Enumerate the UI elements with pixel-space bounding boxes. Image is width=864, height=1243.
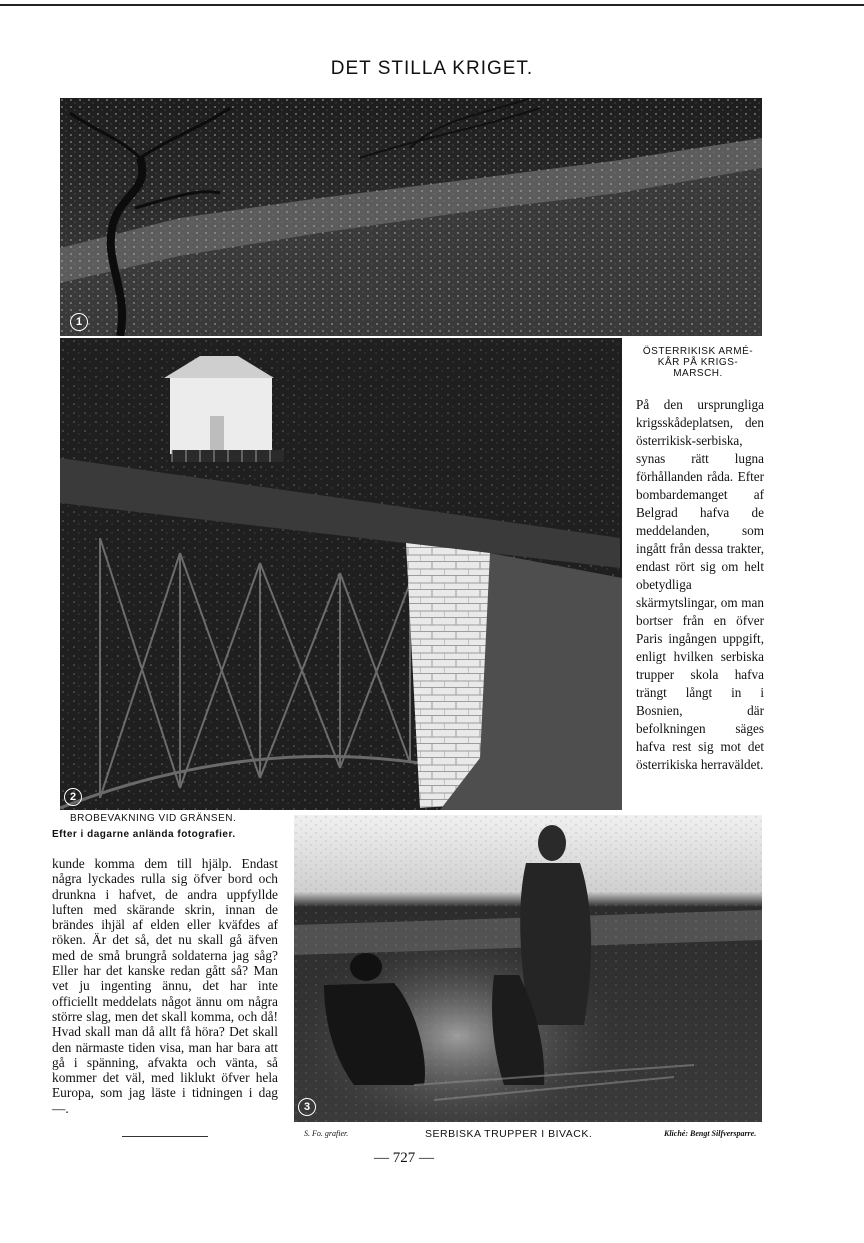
bivouac-caption-title: SERBISKA TRUPPER I BIVACK. bbox=[425, 1128, 593, 1140]
photo-credit-right: Kliché: Bengt Silfversparre. bbox=[664, 1129, 757, 1138]
end-rule bbox=[122, 1136, 208, 1137]
army-march-caption-title bbox=[630, 346, 766, 379]
photo-number-2: 2 bbox=[64, 788, 82, 806]
caption-title-line: KÅR PÅ KRIGS- bbox=[657, 357, 739, 368]
caption-title-line: MARSCH. bbox=[673, 368, 723, 379]
army-march-caption-text: På den ursprungliga krigsskådeplatsen, den österrikisk-serbiska, synas rätt lugna förhållanden råda. Efter bombardemanget af Belgrad hafva de meddelanden, som ingått från dessa trakter, endast rört sig om helt obetydliga skärmytslingar, om man bortser från en öfver Paris ingången uppgift, enligt hvilken serbiska trupper skola hafva trängt långt in i Bosnien, där befolkningen säges hafva rest sig mot det österrikiska herraväldet. bbox=[636, 397, 764, 772]
bridge-caption-title: BROBEVAKNING VID GRÄNSEN. bbox=[70, 813, 237, 824]
top-rule bbox=[0, 4, 864, 6]
caption-title-line: ÖSTERRIKISK ARMÉ- bbox=[642, 346, 754, 357]
photo-credit-left: S. Fo. grafier. bbox=[304, 1129, 349, 1138]
photo-serbian-bivouac bbox=[294, 815, 762, 1122]
page-title: DET STILLA KRIGET. bbox=[330, 58, 534, 79]
photo-bridge-guard bbox=[60, 338, 622, 810]
photo-number-3: 3 bbox=[298, 1098, 316, 1116]
photo-army-march bbox=[60, 98, 762, 336]
article-body-text: kunde komma dem till hjälp. Endast några lyckades rulla sig öfver bord och drunkna i hafvet, de andra uppfyllde luften med skärande skrin, innan de brändes ihjäl af elden eller kväfdes af röken. Är det så, det nu skall gå äfven med de små brungrå soldaterna jag såg? Eller har det kanske redan gått så? Man vet ju ingenting ännu, det har inte officiellt meddelats något ännu om några större slag, men det skall komma, och då! Hvad skall man då allt få höra? Det skall den närmaste tiden visa, man har bara att gå i spänning, afvakta och vänta, så kommer det väl, med liklukt öfver hela Europa, som jag läste i tidningen i dag —. bbox=[52, 856, 278, 1116]
page-number: — 727 — bbox=[374, 1150, 434, 1166]
bridge-caption-subtitle: Efter i dagarne anlända fotografier. bbox=[52, 829, 236, 840]
photo-number-1: 1 bbox=[70, 313, 88, 331]
